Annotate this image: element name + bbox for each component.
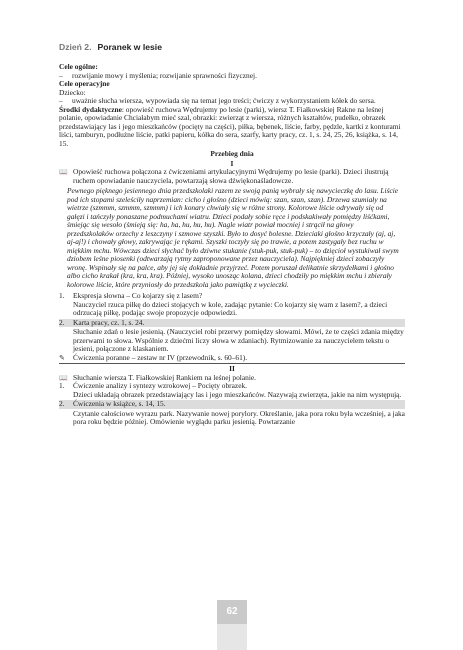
part1-step-2: 2. Karta pracy, cz. 1, s. 24. — [59, 319, 405, 328]
page-header — [59, 41, 405, 53]
section-title: Przebieg dnia — [210, 149, 254, 158]
exercise-icon: ✎ — [59, 353, 65, 362]
page-number: 62 — [226, 605, 238, 617]
operational-goals-heading: Cele operacyjne — [59, 79, 110, 88]
part1-step-1: 1. Ekspresja słowna – Co kojarzy się z lasem? — [59, 291, 203, 300]
book-icon: 📖 — [59, 168, 68, 176]
page-number-bar — [217, 624, 247, 650]
story-text: Pewnego pięknego jesiennego dnia przedszkolaki razem ze swoją panią wybrały się nawycieczkę do lasu. Liście pod ich stopami szeleściły naprzemian: cicho i głośno (dzieci mówią: szan, szan, szan). Drzewa szumiały na wietrze (szmmm, szmmm, szmmm) i ich konary chwiały się w różne strony. Kolorowe liście odrywały się od gałęzi i tańczyły ponaszane podmuchami wiatru. Dzieci podały sobie ręce i podskakiwały pomiędzy liśćkami, śmiejąc się wesoło (śmieją się: ha, ha, hu, hu, hu). Nagle wiatr powiał mocniej i strącił na głowy przedszkolaków orzechy z leszczyny i szmowe szyszki. Było to dosyć bolesne. Dzieciaki głośno krzyczały (aj, aj, aj-aj!) i chowały głowy, zakrywając je rękami. Szyszki toczyły się po trawie, a potem zastygały bez ruchu w miękkim mchu. Wówczas dzieci słychać było dziwne stukanie (stuk-puk, stuk-puk) – to dzięcioł wystukiwał swym dziobem leśne piosenki (odtwarzają rytmy zaproponowane przez nauczyciela). Najpiękniej dzieci zobaczyły wronę. Wspinały się na palce, aby jej się dokładnie przyjrzeć. Potem poruszał delikatnie skrzydełkami i głośno albo cicho krakał (kra, kra, kra). Później, wysoko unosząc kolana, dzieci chodziły po miękkim mchu i zbierały kolorowe liście, które przyniosły do przedszkola jako pamiątkę z wycieczki. — [67, 186, 399, 289]
operational-goal-item: – uważnie słucha wiersza, wypowiada się na temat jego treści; ćwiczy z wykorzystaniem kółek do sersa. — [59, 96, 376, 105]
general-goal-item: – rozwijanie mowy i myślenia; rozwijanie sprawności fizycznej. — [59, 70, 257, 80]
part1-step-3: ✎ Ćwiczenia poranne – zestaw nr IV (przewodnik, s. 60–61). — [59, 352, 248, 362]
part2-step-2-detail: Czytanie całościowe wyrazu park. Nazywanie nowej porylory. Określanie, jaka pora roku była wcześniej, a jaka pora roku będzie później. Omówienie wyglądu parku jesienią. Powtarzanie — [73, 408, 405, 426]
teaching-means: Środki dydaktyczne: opowieść ruchowa Wędrujemy po lesie (parki), wiersz T. Fiałkowskiej Rakne na leśnej polanie, opowiadanie Chciałabym mieć szal, obrazki: zwierząt z wiersza, różnych kształtów, pudełko, obrazek przedstawiający las i jego mieszkańców (pocięty na części), piłka, bębenek, liście, farby, pędzle, kartki z konturami liści, tamburyn, podłużne liście, patki papieru, kółka do sera, szarfy, karty pracy, cz. 1, s. 24, 25, 26, książka, s. 14, 15. — [59, 104, 401, 148]
day-label: Dzień 2. — [59, 41, 92, 52]
page-title: Poranek w lesie — [97, 41, 162, 52]
child-label: Dziecko: — [59, 87, 86, 97]
part1-step-2-detail: Słuchanie zdań o lesie jesienią. (Nauczyciel robi przerwy pomiędzy słowami. Mówi, że te części zdania między przerwami to słowa. Wspólnie z dziećmi liczy słowa w zdaniach). Rytmizowanie za nauczycielem tekstu o jesieni, połączone z klaskaniem. — [73, 327, 404, 353]
part2-step-1: 1. Ćwiczenie analizy i syntezy wzrokowej – Pocięty obrazek. — [59, 381, 248, 390]
part1-intro: 📖 Opowieść ruchowa połączona z ćwiczeniami artykulacyjnymi Wędrujemy po lesie (parki). Dzieci ilustrują ruchem opowiadanie nauczyciela, powtarzają słowa dźwiękonaśladowcze. — [59, 167, 389, 185]
bullet-dash: – — [59, 96, 63, 105]
part2-step-1-detail: Dzieci układają obrazek przedstawiający las i jego mieszkańców. Nazywają zwierzęta, jakie na nim występują. — [73, 389, 402, 399]
part1-step-1-detail: Nauczyciel rzuca piłkę do dzieci stojących w kole, zadając pytanie: Co kojarzy się wam z lasem?, a dzieci odrzucają piłkę, podając swoje propozycje odpowiedzi. — [73, 299, 388, 317]
general-goals-heading: Cele ogólne: — [59, 62, 98, 71]
bullet-dash: – — [59, 70, 63, 80]
document-page — [59, 41, 405, 427]
part-one-heading: I — [230, 158, 234, 168]
book-icon: 📖 — [59, 373, 68, 382]
part2-step-2: 2. Ćwiczenia w książce, s. 14, 15. — [59, 400, 405, 409]
part2-intro: 📖 Słuchanie wiersza T. Fiałkowskiej Rankiem na leśnej polanie. — [59, 372, 257, 382]
part-two-heading: II — [229, 364, 235, 373]
page-number-badge — [217, 600, 247, 624]
